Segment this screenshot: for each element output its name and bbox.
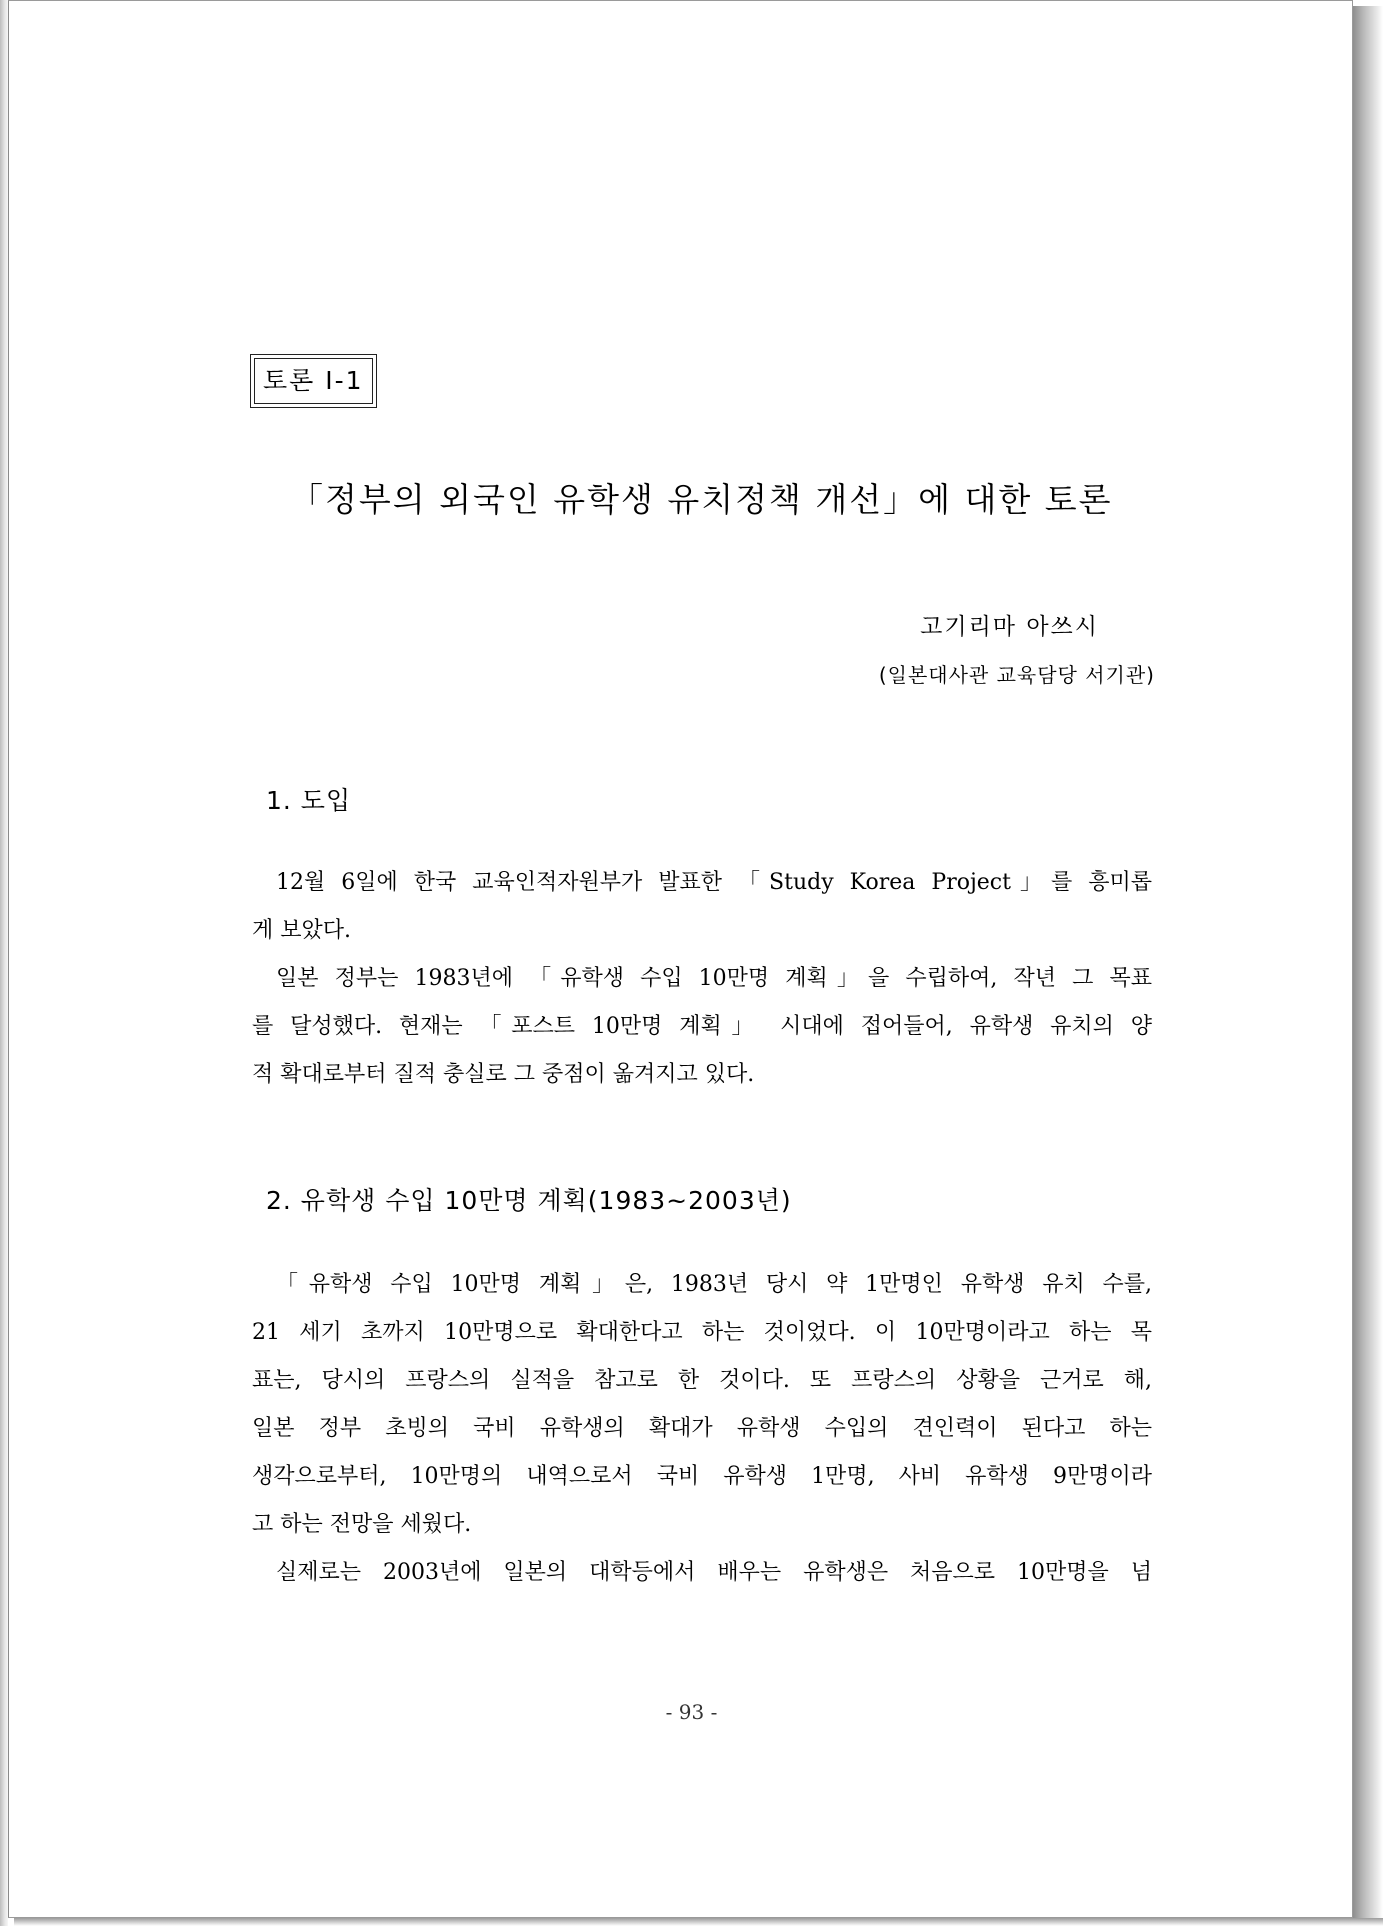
- paragraph-line: 12월 6일에 한국 교육인적자원부가 발표한 「Study Korea Project」를 흥미롭: [276, 870, 1152, 895]
- author-name: 고기리마 아쓰시: [920, 614, 1099, 640]
- page-shadow-right: [1353, 6, 1383, 1926]
- section-heading-intro: 1. 도입: [266, 786, 352, 815]
- paragraph: [252, 859, 1152, 955]
- paragraph: [252, 1549, 1152, 1597]
- paragraph-line: 를 달성했다. 현재는 「포스트 10만명 계획」 시대에 접어들어, 유학생 유치의 양: [252, 1014, 1152, 1039]
- paragraph-line: 표는, 당시의 프랑스의 실적을 참고로 한 것이다. 또 프랑스의 상황을 근거로 해,: [252, 1368, 1152, 1393]
- section-label-box: 토론 Ⅰ-1: [254, 358, 373, 404]
- paragraph-line: 일본 정부는 1983년에 「유학생 수입 10만명 계획」을 수립하여, 작년 그 목표: [276, 966, 1152, 991]
- author-affiliation: (일본대사관 교육담당 서기관): [878, 663, 1155, 687]
- paragraph-line: 게 보았다.: [252, 918, 351, 943]
- paragraph-line: 21 세기 초까지 10만명으로 확대한다고 하는 것이었다. 이 10만명이라고 하는 목: [252, 1320, 1152, 1345]
- paragraph-line: 생각으로부터, 10만명의 내역으로서 국비 유학생 1만명, 사비 유학생 9만명이라: [252, 1464, 1152, 1489]
- page-number: - 93 -: [665, 1700, 718, 1724]
- paragraph-line: 실제로는 2003년에 일본의 대학등에서 배우는 유학생은 처음으로 10만명을 넘: [276, 1560, 1152, 1585]
- paragraph-line: 적 확대로부터 질적 충실로 그 중점이 옮겨지고 있다.: [252, 1062, 755, 1087]
- section-heading-plan: 2. 유학생 수입 10만명 계획(1983~2003년): [266, 1186, 792, 1215]
- paragraph-line: 고 하는 전망을 세웠다.: [252, 1512, 472, 1537]
- page-shadow-bottom: [14, 1918, 1383, 1926]
- stacked-pages-edge: [0, 0, 8, 1926]
- paragraph: [252, 1261, 1152, 1549]
- paragraph-line: 「유학생 수입 10만명 계획」은, 1983년 당시 약 1만명인 유학생 유치 수를,: [276, 1272, 1152, 1297]
- paragraph: [252, 955, 1152, 1099]
- paragraph-line: 일본 정부 초빙의 국비 유학생의 확대가 유학생 수입의 견인력이 된다고 하는: [252, 1416, 1152, 1441]
- document-title: 「정부의 외국인 유학생 유치정책 개선」에 대한 토론: [290, 480, 1113, 519]
